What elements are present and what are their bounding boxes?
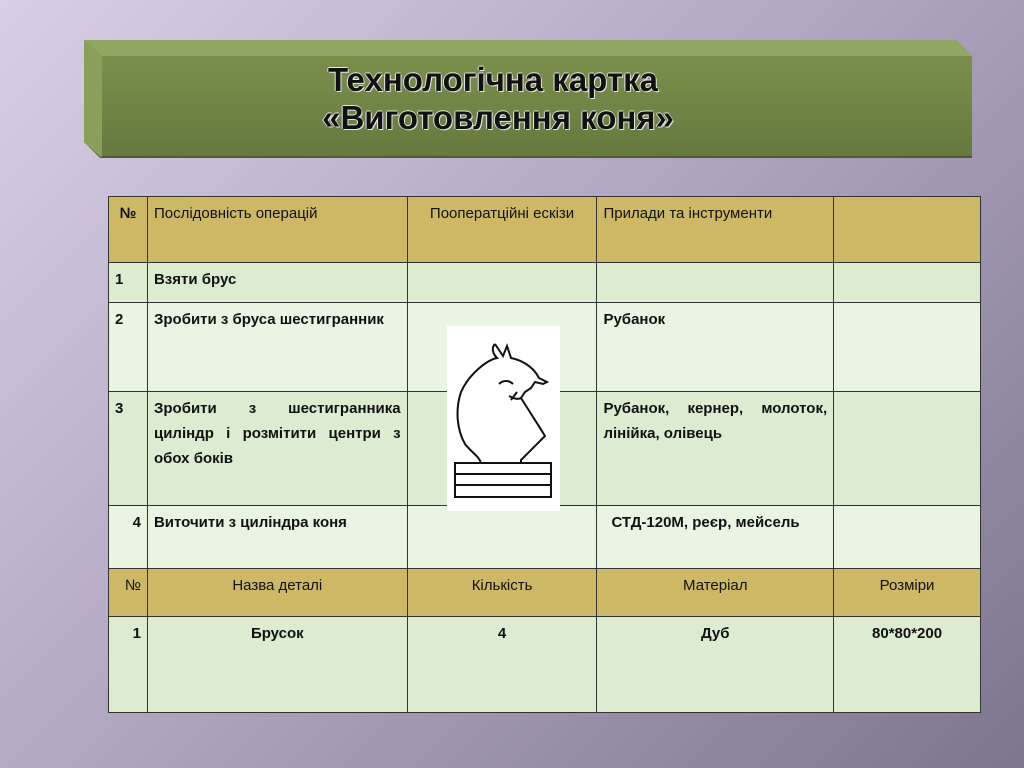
parts-header-num: № (109, 569, 148, 617)
parts-header-row (109, 569, 981, 617)
row-tools: СТД-120М, реєр, мейсель (597, 506, 834, 569)
part-num: 1 (109, 617, 148, 713)
parts-header-material: Матеріал (597, 569, 834, 617)
row-extra (834, 392, 981, 506)
header-operations: Послідовність операцій (147, 197, 407, 263)
part-name: Брусок (147, 617, 407, 713)
row-sketch (407, 263, 597, 303)
header-num: № (109, 197, 148, 263)
header-sketches: Пооператційні ескізи (407, 197, 597, 263)
table-row (109, 263, 981, 303)
header-tools: Прилади та інструменти (597, 197, 834, 263)
parts-header-qty: Кількість (407, 569, 597, 617)
row-tools: Рубанок, кернер, молоток, лінійка, олівець (597, 392, 834, 506)
row-operation: Зробити з шестигранника циліндр і розмітити центри з обох боків (147, 392, 407, 506)
row-num: 2 (109, 303, 148, 392)
parts-header-size: Розміри (834, 569, 981, 617)
ops-header-row (109, 197, 981, 263)
row-operation: Виточити з циліндра коня (147, 506, 407, 569)
parts-header-name: Назва деталі (147, 569, 407, 617)
table-row (109, 506, 981, 569)
row-operation: Зробити з бруса шестигранник (147, 303, 407, 392)
row-num: 1 (109, 263, 148, 303)
part-size: 80*80*200 (834, 617, 981, 713)
header-extra (834, 197, 981, 263)
row-num: 3 (109, 392, 148, 506)
row-extra (834, 506, 981, 569)
title-banner (84, 40, 972, 158)
title-line-2: «Виготовлення коня» (322, 99, 674, 136)
row-extra (834, 263, 981, 303)
part-material: Дуб (597, 617, 834, 713)
row-tools: Рубанок (597, 303, 834, 392)
page-title (84, 40, 972, 158)
row-extra (834, 303, 981, 392)
row-operation: Взяти брус (147, 263, 407, 303)
row-num: 4 (109, 506, 148, 569)
table-row (109, 617, 981, 713)
row-sketch (407, 506, 597, 569)
chess-knight-icon (447, 326, 560, 511)
title-line-1: Технологічна картка (328, 61, 658, 98)
row-tools (597, 263, 834, 303)
part-qty: 4 (407, 617, 597, 713)
